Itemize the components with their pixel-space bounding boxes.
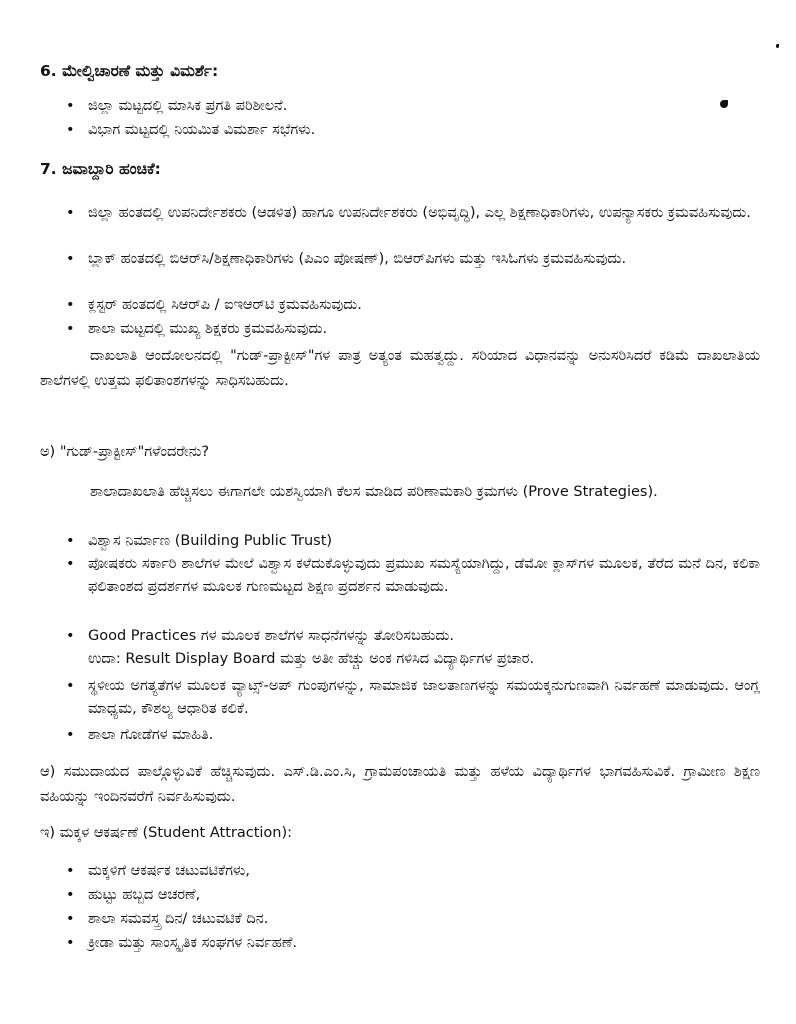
scan-ink-mark: [776, 44, 779, 48]
list-item: [66, 625, 760, 671]
section-6-heading: 6. ಮೇಲ್ವಿಚಾರಣೆ ಮತ್ತು ವಿಮರ್ಶೆ:: [40, 62, 219, 80]
list-item: [66, 675, 760, 721]
list-item-text: ಮಕ್ಕಳಿಗೆ ಆಕರ್ಷಕ ಚಟುವಟಿಕೆಗಳು,: [88, 863, 251, 879]
section-a-heading: ಅ) "ಗುಡ್-ಪ್ರಾಕ್ಟೀಸ್"ಗಳೆಂದರೇನು?: [40, 444, 210, 460]
section-7-heading: 7. ಜವಾಬ್ದಾರಿ ಹಂಚಿಕೆ:: [40, 160, 161, 178]
list-item: [66, 932, 760, 955]
bullet: •: [66, 205, 75, 221]
bullet: •: [66, 678, 75, 694]
list-item-text: ವಿಶ್ವಾಸ ನಿರ್ಮಾಣ (Building Public Trust): [88, 533, 333, 549]
bullet: •: [66, 887, 75, 903]
list-item: [66, 95, 760, 118]
bullet: •: [66, 727, 75, 743]
bullet: •: [66, 556, 75, 572]
list-item: [66, 294, 760, 317]
good-practices-paragraph: ದಾಖಲಾತಿ ಆಂದೋಲನದಲ್ಲಿ "ಗುಡ್-ಪ್ರಾಕ್ಟೀಸ್"ಗಳ ಪಾತ್ರ ಅತ್ಯಂತ ಮಹತ್ವದ್ದು. ಸರಿಯಾದ ವಿಧಾನವನ್ನು ಅನುಸರಿಸಿದರೆ ಕಡಿಮೆ ದಾಖಲಾತಿಯ ಶಾಲೆಗಳಲ್ಲಿ ಉತ್ತಮ ಫಲಿತಾಂಶಗಳನ್ನು ಸಾಧಿಸಬಹುದು.: [40, 348, 760, 389]
bullet: •: [66, 935, 75, 951]
list-item-text: ಹುಟ್ಟು ಹಬ್ಬದ ಆಚರಣೆ,: [88, 887, 201, 903]
list-item-text: ಕ್ಲಸ್ಟರ್ ಹಂತದಲ್ಲಿ ಸಿಆರ್‌ಪಿ / ಐಇಆರ್‌ಟಿ ಕ್ರಮವಹಿಸುವುದು.: [88, 297, 362, 313]
list-item-text: ಕ್ರೀಡಾ ಮತ್ತು ಸಾಂಸ್ಕೃತಿಕ ಸಂಘಗಳ ನಿರ್ವಹಣೆ.: [88, 935, 298, 951]
example-text: ಉದಾ: Result Display Board ಮತ್ತು ಅತೀ ಹೆಚ್ಚು ಅಂಕ ಗಳಿಸಿದ ವಿದ್ಯಾರ್ಥಿಗಳ ಪ್ರಚಾರ.: [88, 651, 535, 667]
list-item-text: ಬ್ಲಾಕ್ ಹಂತದಲ್ಲಿ ಬಿಆರ್‌ಸಿ/ಶಿಕ್ಷಣಾಧಿಕಾರಿಗಳು (ಪಿಎಂ ಪೋಷಣ್), ಬಿಆರ್‌ಪಿಗಳು ಮತ್ತು ಇಸಿಓಗಳು ಕ್ರಮವಹಿಸುವುದು.: [88, 251, 627, 267]
list-item: [66, 908, 760, 931]
list-item: [66, 530, 760, 553]
list-item-text: ವಿಭಾಗ ಮಟ್ಟದಲ್ಲಿ ನಿಯಮಿತ ವಿಮರ್ಶಾ ಸಭೆಗಳು.: [88, 122, 316, 138]
list-item: [66, 553, 760, 599]
section-aa-paragraph: ಆ) ಸಮುದಾಯದ ಪಾಲ್ಗೊಳ್ಳುವಿಕೆ ಹೆಚ್ಚಿಸುವುದು. ಎಸ್.ಡಿ.ಎಂ.ಸಿ, ಗ್ರಾಮಪಂಚಾಯತಿ ಮತ್ತು ಹಳೆಯ ವಿದ್ಯಾರ್ಥಿಗಳ ಭಾಗವಹಿಸುವಿಕೆ. ಗ್ರಾಮೀಣ ಶಿಕ್ಷಣ ವಹಿಯನ್ನು ಇಂದಿನವರೆಗೆ ನಿರ್ವಹಿಸುವುದು.: [40, 764, 760, 805]
bullet: •: [66, 533, 75, 549]
bullet: •: [66, 321, 75, 337]
bullet: •: [66, 98, 75, 114]
list-item-text: ಶಾಲಾ ಸಮವಸ್ತ್ರ ದಿನ/ ಚಟುವಟಿಕೆ ದಿನ.: [88, 911, 269, 927]
list-item-text: Good Practices ಗಳ ಮೂಲಕ ಶಾಲೆಗಳ ಸಾಧನೆಗಳನ್ನು ತೋರಿಸಬಹುದು.: [88, 628, 455, 644]
list-item-text: ಸ್ಥಳೀಯ ಅಗತ್ಯತೆಗಳ ಮೂಲಕ ವ್ಯಾಟ್ಸ್-ಅಪ್ ಗುಂಪುಗಳನ್ನು, ಸಾಮಾಜಿಕ ಜಾಲತಾಣಗಳನ್ನು ಸಮಯಕ್ಕನುಗುಣವಾಗಿ ನಿರ್ವಹಣೆ ಮಾಡುವುದು. ಆಂಗ್ಲ ಮಾಧ್ಯಮ, ಕೌಶಲ್ಯ ಆಧಾರಿತ ಕಲಿಕೆ.: [88, 678, 760, 717]
list-item-text: ಶಾಲಾ ಮಟ್ಟದಲ್ಲಿ ಮುಖ್ಯ ಶಿಕ್ಷಕರು ಕ್ರಮವಹಿಸುವುದು.: [88, 321, 328, 337]
list-item: [66, 860, 760, 883]
list-item: [66, 724, 760, 747]
list-item: [66, 248, 760, 271]
list-item: [66, 119, 760, 142]
list-item-text: ಪೋಷಕರು ಸರ್ಕಾರಿ ಶಾಲೆಗಳ ಮೇಲೆ ವಿಶ್ವಾಸ ಕಳೆದುಕೊಳ್ಳುವುದು ಪ್ರಮುಖ ಸಮಸ್ಯೆಯಾಗಿದ್ದು, ಡೆಮೋ ಕ್ಲಾಸ್‌ಗಳ ಮೂಲಕ, ತೆರೆದ ಮನೆ ದಿನ, ಕಲಿಕಾ ಫಲಿತಾಂಶದ ಪ್ರದರ್ಶಗಳ ಮೂಲಕ ಗುಣಮಟ್ಟದ ಶಿಕ್ಷಣ ಪ್ರದರ್ಶನ ಮಾಡುವುದು.: [88, 556, 760, 595]
list-item: [66, 884, 760, 907]
section-a-paragraph: ಶಾಲಾದಾಖಲಾತಿ ಹೆಚ್ಚಿಸಲು ಈಗಾಗಲೇ ಯಶಸ್ವಿಯಾಗಿ ಕೆಲಸ ಮಾಡಿದ ಪರಿಣಾಮಕಾರಿ ಕ್ರಮಗಳು (Prove Strategies).: [90, 484, 658, 500]
bullet: •: [66, 628, 75, 644]
bullet: •: [66, 297, 75, 313]
list-item-text: ಶಾಲಾ ಗೋಡೆಗಳ ಮಾಹಿತಿ.: [88, 727, 214, 743]
bullet: •: [66, 122, 75, 138]
list-item-text: ಜಿಲ್ಲಾ ಹಂತದಲ್ಲಿ ಉಪನಿರ್ದೇಶಕರು (ಆಡಳಿತ) ಹಾಗೂ ಉಪನಿರ್ದೇಶಕರು (ಅಭಿವೃದ್ಧಿ), ಎಲ್ಲ ಶಿಕ್ಷಣಾಧಿಕಾರಿಗಳು, ಉಪನ್ಯಾಸಕರು ಕ್ರಮವಹಿಸುವುದು.: [88, 205, 751, 221]
bullet: •: [66, 863, 75, 879]
section-i-heading: ಇ) ಮಕ್ಕಳ ಆಕರ್ಷಣೆ (Student Attraction):: [40, 825, 293, 841]
list-item-text: ಜಿಲ್ಲಾ ಮಟ್ಟದಲ್ಲಿ ಮಾಸಿಕ ಪ್ರಗತಿ ಪರಿಶೀಲನೆ.: [88, 98, 288, 114]
bullet: •: [66, 251, 75, 267]
bullet: •: [66, 911, 75, 927]
list-item: [66, 318, 760, 341]
list-item: [66, 202, 760, 225]
